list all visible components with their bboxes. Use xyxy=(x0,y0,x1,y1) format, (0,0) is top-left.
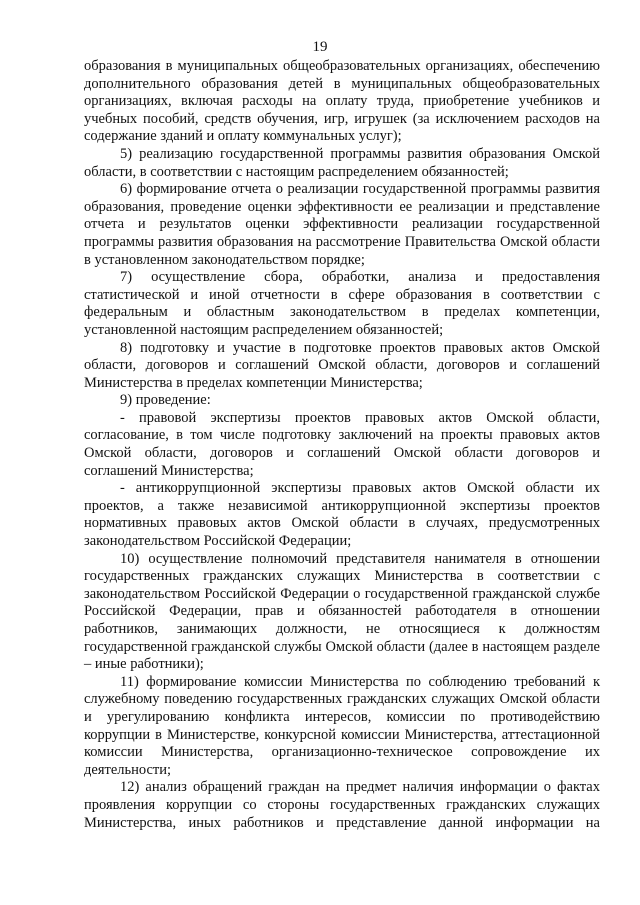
paragraph-item-8: 8) подготовку и участие в подготовке проектов правовых актов Омской области, договоров и соглашений Омской области, договоров и соглашений Министерства в пределах компетенции Министерства; xyxy=(84,339,600,391)
paragraph-item-10: 10) осуществление полномочий представителя нанимателя в отношении государственных гражданских служащих Министерства в соответствии с законодательством Российской Федерации о государственной гражданской службе Российской Федерации, прав и обязанностей работодателя в отношении работников, занимающих должности, не относящиеся к должностям государственной гражданской службы Омской области (далее в настоящем разделе – иные работники); xyxy=(84,550,600,673)
paragraph-item-5: 5) реализацию государственной программы развития образования Омской области, в соответствии с настоящим распределением обязанностей; xyxy=(84,145,600,180)
paragraph-item-11: 11) формирование комиссии Министерства по соблюдению требований к служебному поведению государственных гражданских служащих Омской области и урегулированию конфликта интересов, комиссии по противодействию коррупции в Министерстве, конкурсной комиссии Министерства, аттестационной комиссии Министерства, организационно-техническое сопровождение их деятельности; xyxy=(84,673,600,778)
paragraph-item-9: 9) проведение: xyxy=(120,392,211,409)
paragraph-item-6: 6) формирование отчета о реализации государственной программы развития образования, проведение оценки эффективности ее реализации и представление отчета и результатов оценки эффективности реализации государственной программы развития образования на рассмотрение Правительства Омской области в установленном законодательством порядке; xyxy=(84,181,600,268)
document-body xyxy=(84,58,600,832)
page-number: 19 xyxy=(312,39,328,55)
paragraph-item-12: 12) анализ обращений граждан на предмет наличия информации о фактах проявления коррупции со стороны государственных гражданских служащих Министерства, иных работников и представление данной информации на xyxy=(84,779,600,831)
paragraph-item-7: 7) осуществление сбора, обработки, анализа и предоставления статистической и иной отчетности в сфере образования в соответствии с федеральным и областным законодательством в пределах компетенции, установленной настоящим распределением обязанностей; xyxy=(84,269,600,338)
paragraph-item-9-legal-expertise: - правовой экспертизы проектов правовых актов Омской области, согласование, в том числе подготовку заключений на проекты правовых актов Омской области, договоров и соглашений Омской области договоров и соглашений Министерства; xyxy=(84,409,600,479)
paragraph-continuation: образования в муниципальных общеобразовательных организациях, обеспечению дополнительного образования детей в муниципальных общеобразовательных организациях, включая расходы на оплату труда, приобретение учебников и учебных пособий, средств обучения, игр, игрушек (за исключением расходов на содержание зданий и оплату коммунальных услуг); xyxy=(84,58,600,145)
paragraph-item-9-anticorruption-expertise: - антикоррупционной экспертизы правовых актов Омской области их проектов, а также независимой антикоррупционной экспертизы проектов нормативных правовых актов Омской области в случаях, предусмотренных законодательством Российской Федерации; xyxy=(84,480,600,550)
